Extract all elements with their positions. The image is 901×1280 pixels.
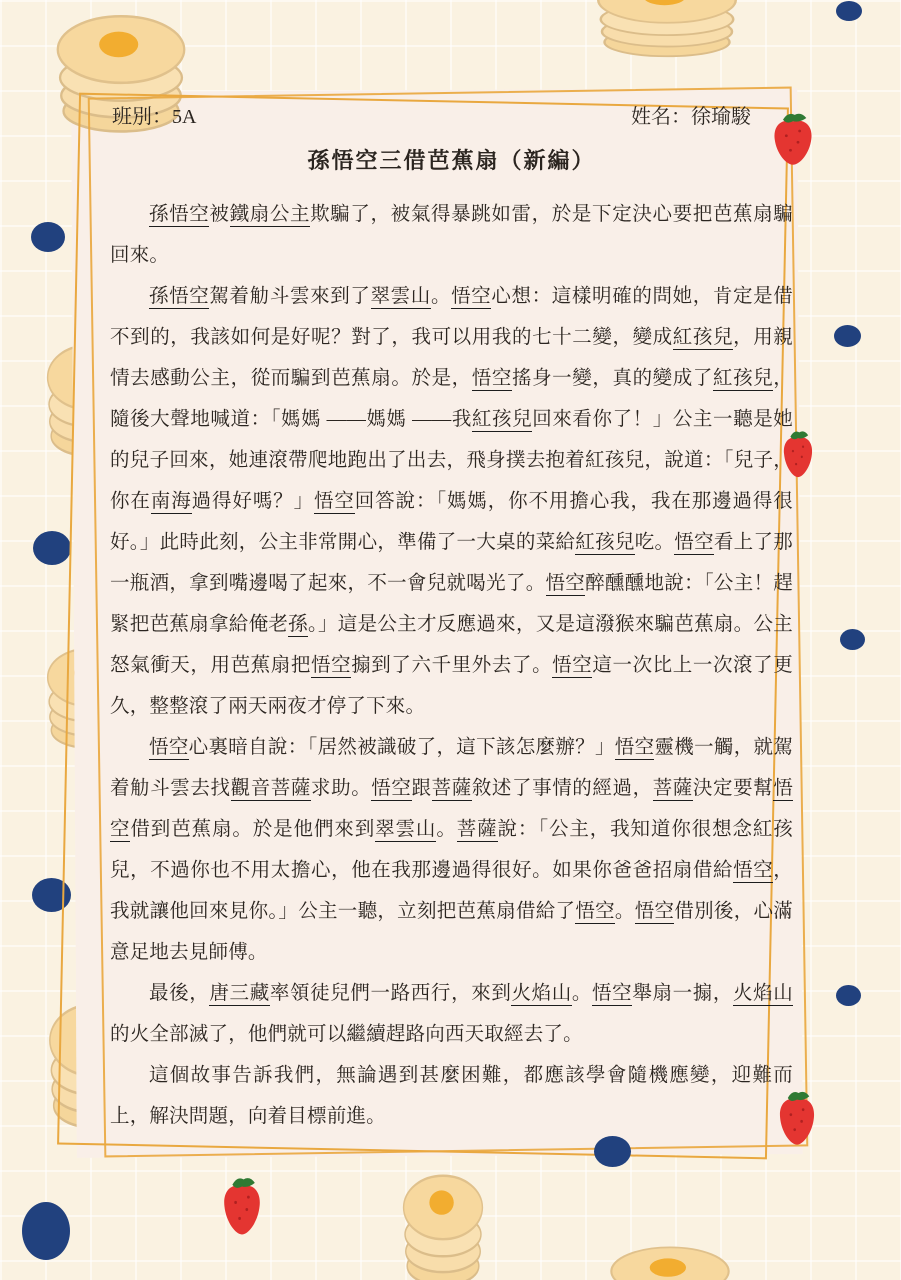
blueberry-dot-icon: [836, 1, 862, 21]
text-run: 借別後，心滿意足地去見師傅。: [110, 901, 793, 963]
pancake-stack-icon: [400, 1166, 486, 1280]
text-run: ，用親情去感動公主，從而騙到芭蕉扇。於是，: [110, 327, 793, 389]
proper-noun-underlined: 菩薩: [456, 819, 498, 840]
text-run: 決定要幫: [692, 778, 774, 799]
proper-noun-underlined: 紅孩兒: [471, 409, 533, 430]
blueberry-dot-icon: [834, 325, 861, 347]
proper-noun-underlined: 紅孩兒: [712, 368, 774, 389]
text-run: ，我就讓他回來見你。」公主一聽，立刻把芭蕉扇借給了: [110, 860, 793, 922]
proper-noun-underlined: 悟空: [545, 573, 586, 594]
proper-noun-underlined: 孫悟空: [149, 204, 210, 225]
essay-body: [110, 194, 793, 1137]
proper-noun-underlined: 悟空: [634, 901, 675, 922]
proper-noun-underlined: 悟空: [552, 655, 593, 676]
essay-text-column: [110, 102, 793, 1137]
text-run: 看上了那一瓶酒，拿到嘴邊喝了起來，不一會兒就喝光了。: [110, 532, 793, 594]
proper-noun-underlined: 悟空: [149, 737, 189, 758]
text-run: 跟: [411, 778, 432, 799]
text-run: 。」這是公主才反應過來，又是這潑猴來騙芭蕉扇。公主怒氣衝天，用芭蕉扇把: [110, 614, 793, 676]
proper-noun-underlined: 火焰山: [733, 983, 793, 1004]
proper-noun-underlined: 唐三藏: [209, 983, 270, 1004]
text-run: 靈機一觸，就駕着觔斗雲去找: [110, 737, 794, 799]
text-run: 求助。: [311, 778, 372, 799]
blueberry-dot-icon: [32, 878, 71, 912]
essay-paragraph: [110, 1055, 793, 1137]
blueberry-dot-icon: [836, 985, 861, 1006]
blueberry-dot-icon: [840, 629, 865, 650]
text-run: 。: [430, 286, 452, 307]
proper-noun-underlined: 翠雲山: [370, 286, 431, 307]
proper-noun-underlined: 菩薩: [652, 778, 693, 799]
text-run: 搧到了六千里外去了。: [351, 655, 553, 676]
text-run: 這一次比上一次滾了更久，整整滾了兩天兩夜才停了下來。: [110, 655, 793, 717]
essay-title: 孫悟空三借芭蕉扇（新編）: [307, 148, 596, 173]
class-field: 班別：5A: [112, 106, 197, 128]
text-run: 最後，: [149, 983, 210, 1004]
essay-paragraph: [110, 727, 793, 973]
proper-noun-underlined: 火焰山: [511, 983, 572, 1004]
text-run: 過得好嗎？」: [191, 491, 314, 512]
essay-paragraph: [110, 276, 793, 727]
text-run: 回答說：「媽媽，你不用擔心我，我在那邊過得很好。」此時此刻，公主非常開心，準備了一大桌的菜給: [110, 491, 794, 553]
strawberry-icon: [218, 1174, 266, 1238]
text-run: 率領徒兒們一路西行，來到: [269, 983, 512, 1004]
proper-noun-underlined: 悟空: [575, 901, 615, 922]
text-run: 回來看你了！」公主一聽是她的兒子回來，她連滾帶爬地跑出了出去，飛身撲去抱着紅孩兒，說道：「兒子，你在: [110, 409, 793, 512]
header-row: [110, 102, 793, 132]
proper-noun-underlined: 翠雲山: [375, 819, 437, 840]
text-run: 這個故事告訴我們，無論遇到甚麼困難，都應該學會隨機應變，迎難而上，解決問題，向着目標前進。: [110, 1065, 793, 1127]
proper-noun-underlined: 悟空: [371, 778, 412, 799]
text-run: 借到芭蕉扇。於是他們來到: [130, 819, 376, 840]
proper-noun-underlined: 悟空: [674, 532, 714, 553]
proper-noun-underlined: 紅孩兒: [672, 327, 734, 348]
blueberry-dot-icon: [31, 222, 65, 252]
proper-noun-underlined: 悟空: [592, 983, 633, 1004]
proper-noun-underlined: 紅孩兒: [575, 532, 635, 553]
text-run: 醉醺醺地說：「公主！趕緊把芭蕉扇拿給俺老: [110, 573, 793, 635]
blueberry-dot-icon: [33, 531, 71, 565]
proper-noun-underlined: 觀音菩薩: [230, 778, 311, 799]
text-run: 吃。: [634, 532, 675, 553]
text-run: 。: [571, 983, 593, 1004]
proper-noun-underlined: 鐵扇公主: [229, 204, 311, 225]
text-run: ，隨後大聲地喊道：「媽媽 ——媽媽 ——我: [110, 368, 793, 430]
pancake-stack-icon: [606, 1240, 734, 1280]
proper-noun-underlined: 悟空: [313, 491, 355, 512]
text-run: 。: [614, 901, 635, 922]
proper-noun-underlined: 孫悟空: [149, 286, 210, 307]
proper-noun-underlined: 悟空: [614, 737, 655, 758]
text-run: 搖身一變，真的變成了: [511, 368, 713, 389]
text-run: 舉扇一搧，: [632, 983, 734, 1004]
proper-noun-underlined: 南海: [150, 491, 192, 512]
text-run: 被: [209, 204, 230, 225]
text-run: 欺騙了，被氣得暴跳如雷，於是下定決心要把芭蕉扇騙回來。: [110, 204, 793, 266]
text-run: 的火全部滅了，他們就可以繼續趕路向西天取經去了。: [110, 1024, 583, 1045]
text-run: 駕着觔斗雲來到了: [209, 286, 371, 307]
text-run: 。: [436, 819, 457, 840]
proper-noun-underlined: 悟空: [310, 655, 352, 676]
proper-noun-underlined: 悟空: [451, 286, 492, 307]
text-run: 心裏暗自說：「居然被識破了，這下該怎麼辦？」: [188, 737, 615, 758]
pancake-stack-icon: [592, 0, 742, 58]
essay-paragraph: [110, 973, 793, 1055]
text-run: 心想：這樣明確的問她，肯定是借不到的，我該如何是好呢？對了，我可以用我的七十二變，變成: [110, 286, 793, 348]
proper-noun-underlined: 孫: [288, 614, 308, 635]
blueberry-dot-icon: [22, 1202, 70, 1260]
proper-noun-underlined: 悟空: [733, 860, 774, 881]
name-field: 姓名：徐瑜駿: [631, 106, 751, 128]
proper-noun-underlined: 悟空: [471, 368, 512, 389]
text-run: 說：「公主，我知道你很想念紅孩兒，不過你也不用太擔心，他在我那邊過得很好。如果你爸爸招扇借給: [110, 819, 793, 881]
blueberry-dot-icon: [594, 1136, 631, 1167]
text-run: 敘述了事情的經過，: [471, 778, 653, 799]
essay-paragraph: [110, 194, 793, 276]
proper-noun-underlined: 悟空: [110, 778, 794, 840]
proper-noun-underlined: 菩薩: [431, 778, 472, 799]
